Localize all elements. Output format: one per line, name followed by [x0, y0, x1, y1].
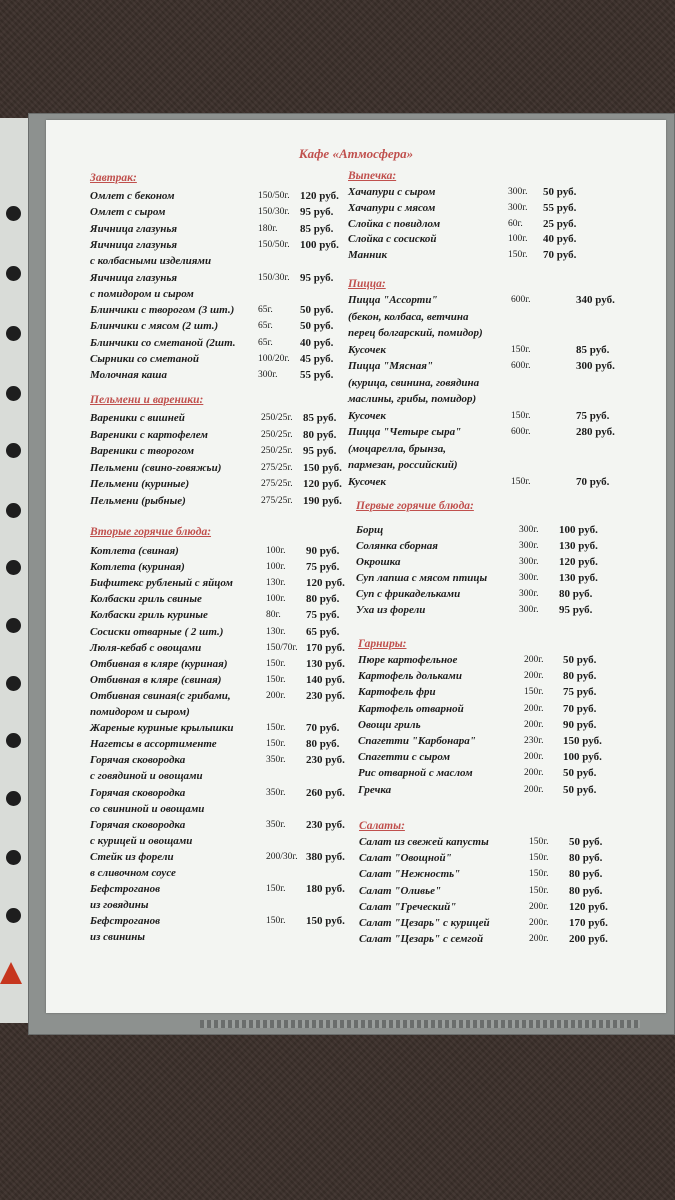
item-weight: 300г. — [508, 202, 528, 213]
item-name: Блинчики с творогом (3 шт.) — [90, 304, 235, 317]
item-price: 55 руб. — [300, 369, 334, 382]
item-weight: 300г. — [258, 370, 278, 381]
item-weight: 200г. — [524, 752, 544, 763]
item-weight: 250/25г. — [261, 429, 293, 440]
item-name: перец болгарский, помидор) — [348, 327, 483, 339]
section-heading-pelmeni: Пельмени и вареники: — [90, 394, 204, 406]
menu-sheet — [46, 120, 666, 1013]
item-name: Вареники с творогом — [90, 445, 195, 457]
item-weight: 350г. — [266, 787, 286, 798]
item-weight: 150г. — [266, 723, 286, 734]
item-name: Солянка сборная — [356, 539, 438, 552]
item-name: Овощи гриль — [358, 718, 421, 731]
item-weight: 100г. — [266, 546, 286, 556]
item-price: 170 руб. — [306, 641, 345, 654]
item-weight: 150/50г. — [258, 239, 290, 250]
item-name: Слойка с повидлом — [348, 217, 441, 230]
item-name: Кусочек — [348, 475, 386, 488]
item-name: Рис отварной с маслом — [358, 767, 473, 780]
binder-hole — [6, 326, 21, 341]
item-name: Салат "Нежность" — [359, 868, 461, 881]
menu-item-row — [46, 852, 666, 867]
item-name: Горячая сковородка — [90, 818, 186, 831]
item-name: Пицца "Мясная" — [348, 360, 433, 372]
sleeve-perforation — [200, 1020, 640, 1028]
item-name: Салат из свежей капусты — [359, 836, 489, 848]
item-price: 75 руб. — [576, 409, 610, 422]
binder-strip — [0, 118, 29, 1023]
binder-hole — [6, 791, 21, 806]
item-price: 280 руб. — [576, 426, 615, 438]
item-price: 50 руб. — [300, 304, 334, 317]
menu-item-row — [46, 751, 666, 766]
item-price: 120 руб. — [300, 190, 339, 202]
item-name: Пицца "Ассорти" — [348, 294, 438, 306]
item-price: 50 руб. — [563, 654, 597, 666]
item-name: Молочная каша — [90, 369, 167, 382]
item-weight: 300г. — [519, 525, 539, 535]
item-price: 120 руб. — [559, 555, 598, 568]
item-name: Бефстроганов — [90, 915, 160, 928]
item-name: маслины, грибы, помидор) — [348, 393, 477, 405]
item-weight: 130г. — [266, 626, 286, 637]
item-price: 65 руб. — [306, 625, 340, 638]
item-price: 50 руб. — [543, 186, 577, 198]
menu-item-row — [46, 603, 666, 622]
binder-hole — [6, 908, 21, 923]
section-heading-zavtrak: Завтрак: — [90, 172, 137, 184]
item-price: 95 руб. — [300, 271, 334, 284]
item-weight: 200г. — [524, 719, 544, 730]
item-weight: 275/25г. — [261, 495, 293, 506]
item-name: (курица, свинина, говядина — [348, 376, 480, 389]
binder-hole — [6, 733, 21, 748]
item-name: Окрошка — [356, 555, 401, 568]
item-name: Манник — [348, 249, 388, 262]
item-price: 230 руб. — [306, 689, 345, 702]
item-weight: 300г. — [519, 572, 539, 583]
item-name: Пицца "Четыре сыра" — [348, 426, 462, 438]
item-price: 90 руб. — [306, 545, 340, 557]
item-weight: 130г. — [266, 578, 286, 589]
menu-item-row — [46, 294, 666, 309]
item-price: 85 руб. — [303, 412, 337, 424]
item-name: Слойка с сосиской — [348, 233, 437, 246]
item-price: 50 руб. — [569, 836, 603, 848]
item-price: 40 руб. — [300, 336, 334, 349]
item-price: 90 руб. — [563, 718, 597, 731]
section-heading-pizza: Пицца: — [348, 278, 386, 290]
item-price: 190 руб. — [303, 494, 342, 507]
item-weight: 80г. — [266, 610, 281, 621]
item-price: 80 руб. — [569, 852, 603, 865]
item-weight: 300г. — [519, 588, 539, 599]
item-name: Люля-кебаб с овощами — [90, 641, 202, 654]
item-name: из говядины — [90, 899, 149, 912]
item-name: Салат "Оливье" — [359, 884, 442, 897]
item-name: Хачапури с сыром — [348, 186, 436, 198]
item-name: Картофель отварной — [358, 702, 464, 715]
item-name: Горячая сковородка — [90, 754, 186, 767]
menu-item-row — [46, 735, 666, 750]
section-heading-vtorye: Вторые горячие блюда: — [90, 526, 212, 538]
item-price: 80 руб. — [563, 670, 597, 683]
item-name: Пельмени (рыбные) — [90, 494, 186, 507]
item-price: 130 руб. — [559, 571, 598, 584]
menu-item-row — [46, 626, 666, 641]
item-name: Спагетти "Карбонара" — [358, 735, 476, 747]
item-weight: 600г. — [511, 427, 531, 437]
item-price: 70 руб. — [576, 475, 610, 488]
item-price: 70 руб. — [563, 702, 597, 715]
menu-item-row — [46, 784, 666, 799]
menu-item-row — [46, 868, 666, 883]
item-name: Омлет с сыром — [90, 206, 166, 219]
item-name: Бифштекс рубленый с яйцом — [90, 577, 233, 590]
menu-item-row — [46, 917, 666, 932]
item-name: Суп с фрикадельками — [356, 587, 461, 600]
item-weight: 150г. — [508, 250, 528, 261]
item-price: 80 руб. — [559, 587, 593, 600]
item-price: 100 руб. — [300, 238, 339, 251]
item-price: 50 руб. — [563, 783, 597, 796]
menu-item-row — [46, 360, 666, 375]
menu-item-row — [46, 393, 666, 408]
item-name: помидором и сыром) — [90, 706, 190, 718]
item-name: Яичница глазунья — [90, 238, 178, 251]
item-name: Сосиски отварные ( 2 шт.) — [90, 625, 224, 638]
section-heading-salaty: Салаты: — [359, 820, 405, 832]
item-price: 200 руб. — [569, 933, 608, 946]
item-price: 40 руб. — [543, 233, 577, 246]
menu-item-row — [46, 426, 666, 441]
item-weight: 150г. — [266, 739, 286, 750]
item-price: 260 руб. — [306, 786, 345, 799]
menu-item-row — [46, 249, 666, 264]
menu-item-row — [46, 885, 666, 900]
item-name: Пюре картофельное — [358, 654, 458, 666]
item-weight: 60г. — [508, 218, 523, 229]
item-weight: 150г. — [266, 916, 286, 927]
item-name: Жареные куриные крылышки — [90, 722, 234, 735]
menu-item-row — [46, 803, 666, 818]
item-price: 100 руб. — [559, 524, 598, 536]
item-name: Блинчики с мясом (2 шт.) — [90, 320, 219, 333]
menu-item-row — [46, 767, 666, 782]
menu-item-row — [46, 410, 666, 425]
item-price: 80 руб. — [569, 884, 603, 897]
menu-item-row — [46, 377, 666, 392]
binder-hole — [6, 850, 21, 865]
item-weight: 150/30г. — [258, 207, 290, 218]
corner-logo-mark — [0, 962, 22, 984]
item-weight: 250/25г. — [261, 413, 293, 423]
item-price: 50 руб. — [563, 767, 597, 780]
item-name: пармезан, российский) — [348, 459, 458, 471]
item-price: 340 руб. — [576, 294, 615, 306]
item-weight: 65г. — [258, 337, 273, 348]
menu-item-row — [46, 476, 666, 491]
menu-item-row — [46, 202, 666, 217]
item-price: 150 руб. — [306, 915, 345, 928]
item-price: 80 руб. — [569, 868, 603, 881]
item-price: 75 руб. — [306, 609, 340, 622]
item-price: 85 руб. — [576, 343, 610, 356]
item-price: 55 руб. — [543, 201, 577, 214]
binder-hole — [6, 676, 21, 691]
item-weight: 200г. — [524, 784, 544, 795]
item-price: 150 руб. — [563, 735, 602, 747]
item-name: Кусочек — [348, 343, 386, 356]
item-price: 380 руб. — [306, 850, 345, 863]
item-price: 70 руб. — [306, 722, 340, 735]
item-name: Колбаски гриль свиные — [90, 593, 202, 606]
item-weight: 300г. — [508, 187, 528, 197]
menu-item-row — [46, 703, 666, 718]
item-weight: 180г. — [258, 223, 278, 234]
menu-item-row — [46, 587, 666, 606]
item-weight: 200г. — [524, 671, 544, 682]
item-name: из свинины — [90, 931, 146, 944]
item-name: Яичница глазунья — [90, 271, 178, 284]
menu-item-row — [46, 524, 666, 539]
item-name: Стейк из форели — [90, 850, 174, 863]
item-weight: 200г. — [529, 934, 549, 945]
item-price: 120 руб. — [569, 900, 608, 913]
item-name: Уха из форели — [356, 603, 426, 616]
item-weight: 350г. — [266, 819, 286, 830]
item-name: в сливочном соусе — [90, 867, 176, 879]
menu-item-row — [46, 327, 666, 342]
item-name: Бефстроганов — [90, 883, 160, 896]
item-name: Сырники со сметаной — [90, 353, 199, 365]
item-weight: 275/25г. — [261, 479, 293, 489]
item-price: 130 руб. — [559, 539, 598, 552]
item-weight: 150г. — [511, 410, 531, 421]
item-name: Отбивная свиная(с грибами, — [90, 689, 231, 702]
item-weight: 200г. — [524, 703, 544, 714]
item-price: 170 руб. — [569, 917, 608, 929]
item-name: с говядиной и овощами — [90, 770, 203, 783]
item-name: Картофель фри — [358, 686, 436, 699]
menu-item-row — [46, 933, 666, 948]
item-price: 95 руб. — [303, 445, 337, 457]
item-name: Салат "Греческий" — [359, 900, 457, 913]
item-name: Картофель дольками — [358, 670, 462, 683]
item-price: 180 руб. — [306, 883, 345, 896]
item-name: Вареники с вишней — [90, 412, 185, 424]
item-weight: 200г. — [524, 655, 544, 665]
item-weight: 150г. — [529, 853, 549, 864]
item-price: 80 руб. — [306, 738, 340, 751]
menu-item-row — [46, 836, 666, 851]
item-weight: 300г. — [519, 540, 539, 551]
menu-item-row — [46, 571, 666, 590]
menu-item-row — [46, 186, 666, 201]
item-weight: 65г. — [258, 321, 273, 332]
item-price: 150 руб. — [303, 461, 342, 474]
item-weight: 100г. — [266, 594, 286, 605]
binder-hole — [6, 386, 21, 401]
menu-item-row — [46, 540, 666, 555]
item-weight: 150/70г. — [266, 642, 298, 653]
item-price: 100 руб. — [563, 751, 602, 764]
item-weight: 150г. — [524, 687, 544, 698]
item-weight: 600г. — [511, 295, 531, 305]
item-price: 120 руб. — [303, 478, 342, 490]
binder-hole — [6, 503, 21, 518]
item-name: Котлета (свиная) — [90, 545, 179, 557]
item-price: 230 руб. — [306, 754, 345, 767]
item-price: 75 руб. — [563, 686, 597, 699]
item-name: с помидором и сыром — [90, 287, 194, 300]
item-name: Спагетти с сыром — [358, 751, 450, 764]
item-weight: 200г. — [524, 768, 544, 779]
item-weight: 200г. — [529, 918, 549, 928]
item-name: Нагетсы в ассортименте — [90, 738, 217, 751]
item-name: Салат "Овощной" — [359, 852, 452, 865]
menu-item-row — [46, 670, 666, 685]
binder-hole — [6, 443, 21, 458]
item-price: 95 руб. — [300, 206, 334, 219]
menu-item-row — [46, 311, 666, 326]
item-weight: 200/30г. — [266, 851, 298, 862]
item-name: Борщ — [356, 524, 384, 536]
item-name: Пельмени (куриные) — [90, 478, 190, 490]
menu-item-row — [46, 719, 666, 734]
menu-item-row — [46, 218, 666, 233]
item-weight: 200г. — [266, 690, 286, 701]
item-weight: 250/25г. — [261, 446, 293, 456]
item-weight: 150г. — [266, 674, 286, 685]
binder-hole — [6, 266, 21, 281]
menu-item-row — [46, 344, 666, 359]
item-weight: 300г. — [519, 556, 539, 567]
item-name: Гречка — [358, 783, 392, 796]
item-price: 120 руб. — [306, 577, 345, 590]
item-price: 70 руб. — [543, 249, 577, 262]
item-weight: 150г. — [511, 344, 531, 355]
item-name: Салат "Цезарь" с семгой — [359, 933, 484, 946]
item-weight: 600г. — [511, 361, 531, 371]
item-name: Кусочек — [348, 409, 386, 422]
menu-item-row — [46, 443, 666, 458]
item-price: 130 руб. — [306, 657, 345, 670]
binder-hole — [6, 618, 21, 633]
item-name: Отбивная в кляре (свиная) — [90, 673, 222, 686]
item-price: 95 руб. — [559, 603, 593, 616]
section-heading-pervye: Первые горячие блюда: — [356, 500, 474, 512]
item-name: с колбасными изделиями — [90, 255, 212, 268]
item-weight: 150/50г. — [258, 191, 290, 201]
item-weight: 300г. — [519, 604, 539, 615]
menu-item-row — [46, 233, 666, 248]
item-name: с курицей и овощами — [90, 834, 193, 847]
item-price: 300 руб. — [576, 360, 615, 372]
item-name: Суп лапша с мясом птицы — [356, 571, 488, 584]
item-weight: 150г. — [266, 884, 286, 895]
item-weight: 200г. — [529, 901, 549, 912]
item-name: (моцарелла, брынза, — [348, 442, 446, 455]
item-weight: 100г. — [266, 562, 286, 573]
item-name: Блинчики со сметаной (2шт. — [90, 336, 236, 349]
item-weight: 230г. — [524, 736, 544, 746]
binder-hole — [6, 560, 21, 575]
item-price: 85 руб. — [300, 222, 334, 235]
item-price: 75 руб. — [306, 561, 340, 574]
item-weight: 150г. — [511, 476, 531, 487]
item-name: Вареники с картофелем — [90, 428, 208, 441]
binder-hole — [6, 206, 21, 221]
item-name: Пельмени (свино-говяжьи) — [90, 461, 222, 474]
item-price: 45 руб. — [300, 353, 334, 365]
item-name: (бекон, колбаса, ветчина — [348, 310, 469, 323]
menu-title: Кафе «Атмосфера» — [298, 146, 414, 161]
item-price: 140 руб. — [306, 673, 345, 686]
item-price: 80 руб. — [306, 593, 340, 606]
item-price: 50 руб. — [300, 320, 334, 333]
menu-item-row — [46, 459, 666, 474]
item-weight: 275/25г. — [261, 462, 293, 473]
item-weight: 65г. — [258, 305, 273, 316]
item-name: Омлет с беконом — [90, 190, 175, 202]
menu-item-row — [46, 686, 666, 701]
item-name: Отбивная в кляре (куриная) — [90, 657, 228, 670]
item-name: Яичница глазунья — [90, 222, 178, 235]
item-name: Хачапури с мясом — [348, 201, 436, 214]
item-name: Салат "Цезарь" с курицей — [359, 917, 490, 929]
item-name: Котлета (куриная) — [90, 561, 185, 574]
item-name: со свининой и овощами — [90, 802, 205, 815]
item-weight: 350г. — [266, 755, 286, 766]
menu-item-row — [46, 819, 666, 834]
section-heading-vypechka: Выпечка: — [348, 170, 397, 182]
menu-item-row — [46, 555, 666, 574]
item-name: Горячая сковородка — [90, 786, 186, 799]
item-price: 25 руб. — [543, 217, 577, 230]
item-price: 230 руб. — [306, 818, 345, 831]
item-weight: 150г. — [529, 837, 549, 847]
item-weight: 150г. — [266, 658, 286, 669]
section-heading-garniry: Гарниры: — [358, 638, 407, 650]
item-name: Колбаски гриль куриные — [90, 609, 208, 622]
menu-item-row — [46, 654, 666, 669]
item-weight: 150/30г. — [258, 272, 290, 283]
item-weight: 150г. — [529, 869, 549, 880]
item-weight: 150г. — [529, 885, 549, 896]
item-weight: 100/20г. — [258, 354, 290, 364]
menu-item-row — [46, 901, 666, 916]
item-weight: 100г. — [508, 234, 528, 245]
item-price: 80 руб. — [303, 428, 337, 441]
